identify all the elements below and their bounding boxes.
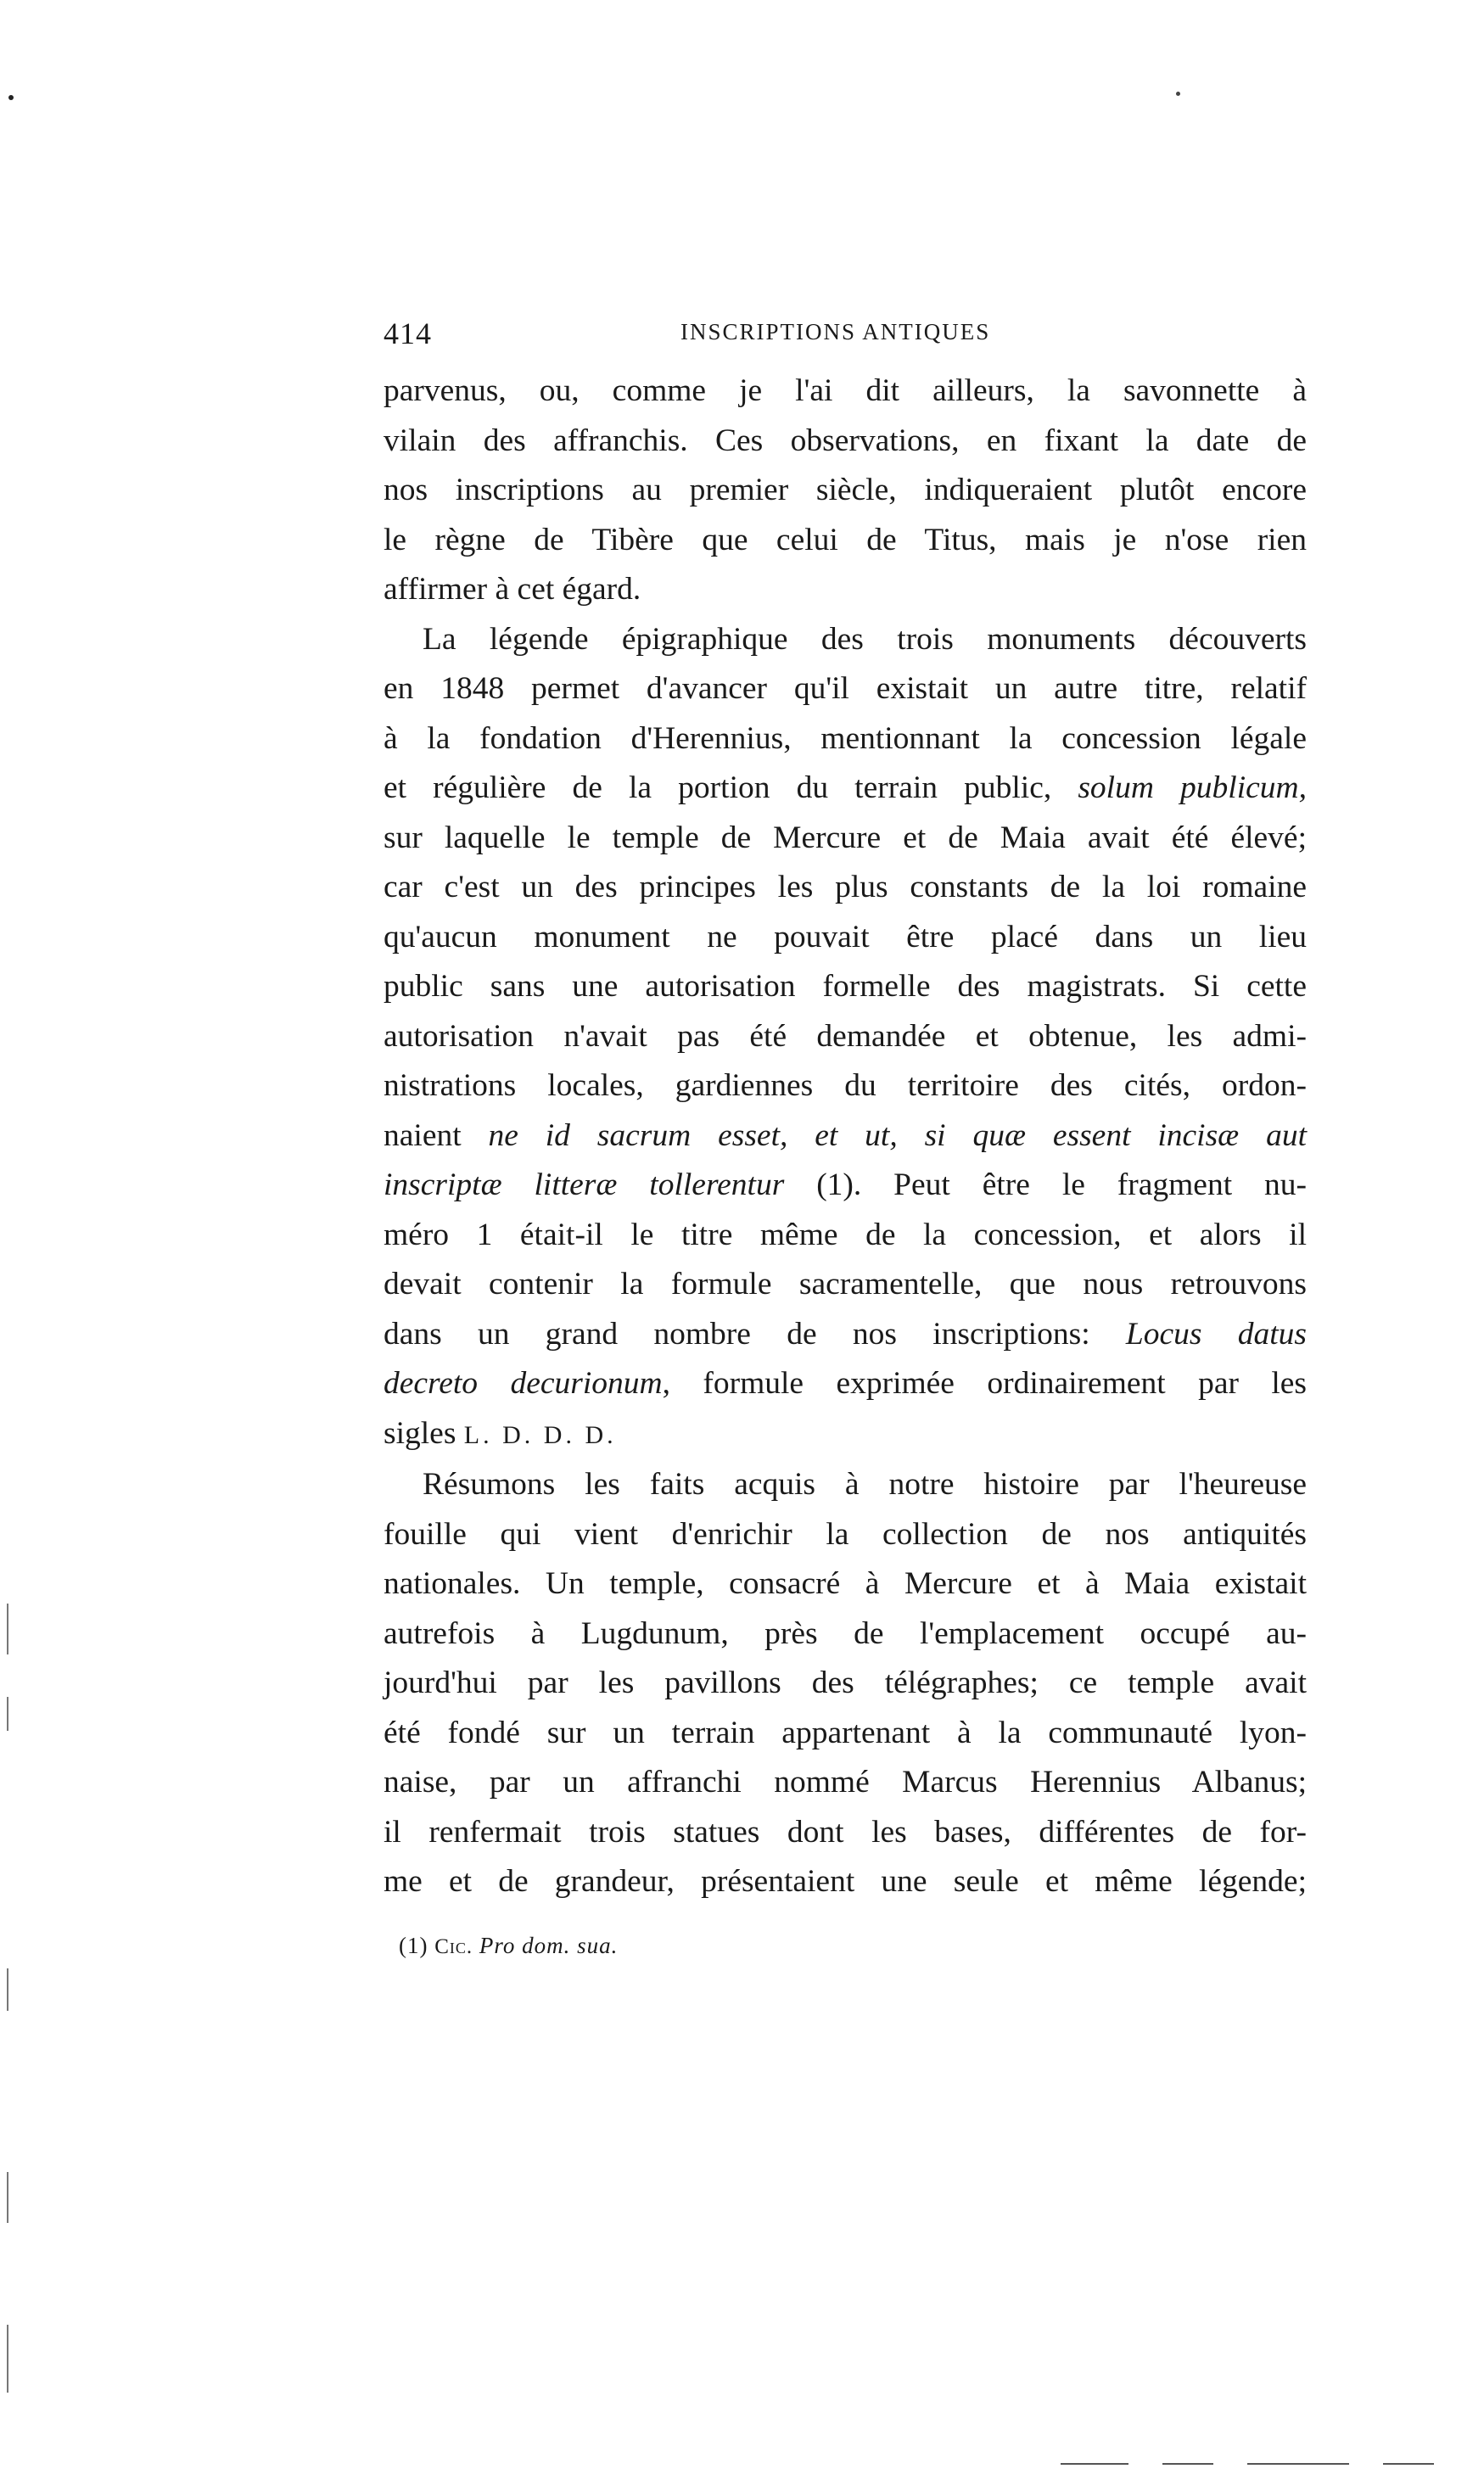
text-line [384, 1111, 1307, 1162]
text-line: qu'aucun monument ne pouvait être placé dans un lieu [384, 919, 1307, 954]
text-line [384, 1359, 1307, 1409]
page-header [384, 316, 1308, 358]
text-line: naise, par un affranchi nommé Marcus Herennius Albanus; [384, 1765, 1307, 1800]
text-line: La légende épigraphique des trois monuments découverts [423, 621, 1307, 657]
latin-phrase: ne id sacrum esset, et ut, si quæ essent incisæ aut [488, 1117, 1307, 1153]
scan-speck [8, 95, 14, 100]
text-line: vilain des affranchis. Ces observations, en fixant la date de [384, 423, 1307, 458]
text-line: jourd'hui par les pavillons des télégraphes; ce temple avait [384, 1665, 1307, 1700]
latin-phrase: solum publicum, [1078, 770, 1307, 805]
scan-bottom-rule [1061, 2463, 1128, 2465]
text-line: Résumons les faits acquis à notre histoire par l'heureuse [423, 1467, 1307, 1502]
sigles: L. D. D. D. [463, 1420, 617, 1449]
scan-bottom-rule [1247, 2463, 1349, 2465]
paragraph-2 [384, 615, 1307, 1461]
paragraph-3 [384, 1460, 1307, 1907]
text-line: fouille qui vient d'enrichir la collection de nos antiquités [384, 1516, 1307, 1552]
footnote-marker: (1) [399, 1933, 428, 1958]
latin-phrase: decreto decurionum [384, 1366, 663, 1401]
text-line: en 1848 permet d'avancer qu'il existait un autre titre, relatif [384, 671, 1307, 706]
text-line: il renfermait trois statues dont les bases, différentes de for- [384, 1814, 1307, 1850]
text-line: sur laquelle le temple de Mercure et de Maia avait été élevé; [384, 820, 1307, 855]
footnote-author: Cic. [434, 1935, 473, 1958]
text-line: devait contenir la formule sacramentelle, que nous retrouvons [384, 1267, 1307, 1302]
text-line [384, 764, 1307, 814]
text-line: car c'est un des principes les plus constants de la loi romaine [384, 870, 1307, 904]
scan-margin-mark [7, 2325, 8, 2393]
scan-bottom-rule [1162, 2463, 1213, 2465]
text-line: nistrations locales, gardiennes du territoire des cités, ordon- [384, 1068, 1307, 1103]
text-segment: et régulière de la portion du terrain public, [384, 770, 1078, 805]
paragraph-1 [384, 367, 1307, 615]
text-line: été fondé sur un terrain appartenant à la communauté lyon- [384, 1715, 1307, 1750]
scan-margin-mark [7, 1968, 8, 2011]
text-line: nationales. Un temple, consacré à Mercure et à Maia existait [384, 1566, 1307, 1601]
text-segment: dans un grand nombre de nos inscriptions: [384, 1316, 1126, 1352]
page-number: 414 [384, 316, 432, 350]
text-line: nos inscriptions au premier siècle, indiqueraient plutôt encore [384, 473, 1307, 507]
scan-margin-mark [7, 1604, 8, 1654]
text-line: autrefois à Lugdunum, près de l'emplacement occupé au- [384, 1615, 1307, 1651]
scan-speck [1176, 92, 1180, 96]
running-head: INSCRIPTIONS ANTIQUES [680, 319, 991, 344]
footnote-work: Pro dom. sua. [479, 1933, 619, 1958]
text-line: méro 1 était-il le titre même de la concession, et alors il [384, 1217, 1307, 1252]
footnote [399, 1933, 618, 1959]
scan-bottom-rule [1383, 2463, 1434, 2465]
latin-phrase: Locus datus [1125, 1316, 1308, 1352]
text-line: me et de grandeur, présentaient une seule et même légende; [384, 1864, 1307, 1899]
text-line: autorisation n'avait pas été demandée et obtenue, les admi- [384, 1018, 1307, 1054]
text-line [384, 1409, 1307, 1461]
text-line: public sans une autorisation formelle des magistrats. Si cette [384, 969, 1307, 1004]
text-segment: sigles [384, 1415, 464, 1451]
scan-margin-mark [7, 1697, 8, 1731]
text-line: affirmer à cet égard. [384, 572, 641, 607]
text-segment: , formule exprimée ordinairement par les [662, 1366, 1307, 1401]
text-segment: naient [384, 1117, 489, 1153]
text-line: à la fondation d'Herennius, mentionnant la concession légale [384, 720, 1307, 756]
text-segment: (1). Peut être le fragment nu- [784, 1167, 1307, 1202]
latin-phrase: inscriptæ litteræ tollerentur [384, 1167, 785, 1202]
body-text [384, 367, 1307, 1907]
scan-margin-mark [7, 2172, 8, 2223]
text-line: le règne de Tibère que celui de Titus, mais je n'ose rien [384, 522, 1307, 557]
text-line: parvenus, ou, comme je l'ai dit ailleurs, la savonnette à [384, 373, 1307, 408]
text-line [384, 1161, 1307, 1211]
text-line [384, 1310, 1307, 1360]
